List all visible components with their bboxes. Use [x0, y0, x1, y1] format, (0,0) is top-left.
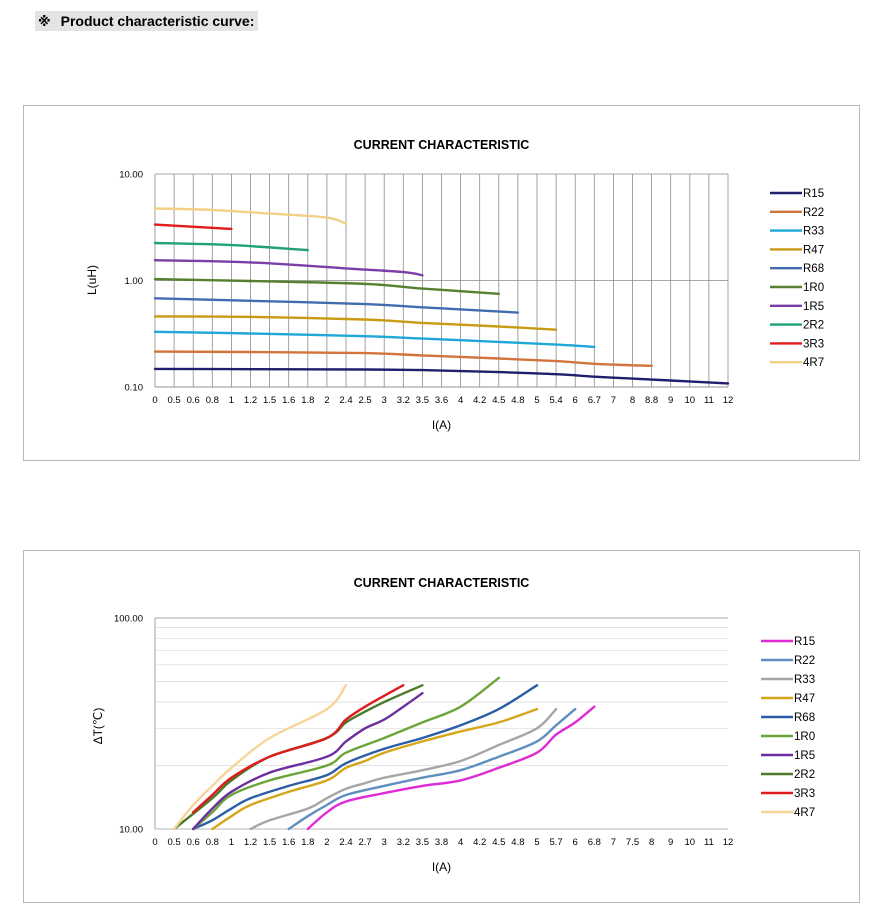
inductance-chart — [24, 106, 859, 460]
legend-label: R68 — [803, 263, 825, 276]
y-tick-label: 10.00 — [119, 824, 143, 836]
chart-title: CURRENT CHARACTERISTIC — [353, 576, 530, 590]
x-tick-label: 1.6 — [282, 395, 296, 406]
legend-label: R33 — [803, 225, 825, 238]
x-tick-label: 3.5 — [415, 837, 430, 848]
x-tick-label: 4.5 — [492, 837, 506, 848]
x-tick-label: 2.4 — [339, 395, 353, 406]
legend-label: 1R0 — [794, 731, 816, 743]
x-tick-label: 1.6 — [282, 837, 296, 848]
x-tick-label: 6 — [572, 395, 578, 406]
y-axis-label: ΔT(℃) — [91, 707, 105, 745]
x-tick-label: 2.5 — [358, 395, 372, 406]
series-line-2r2 — [174, 685, 422, 829]
series-line-r15 — [308, 707, 595, 829]
x-tick-label: 6.7 — [587, 395, 601, 406]
x-tick-label: 0 — [152, 395, 158, 406]
chart-title: CURRENT CHARACTERISTIC — [353, 138, 530, 152]
x-tick-label: 0 — [152, 837, 158, 848]
x-tick-label: 4.8 — [511, 395, 525, 406]
y-tick-label: 1.00 — [124, 276, 143, 287]
legend — [761, 636, 815, 819]
legend-label: 4R7 — [794, 807, 816, 819]
series-line-r33 — [251, 709, 557, 829]
legend-label: R68 — [794, 712, 816, 724]
x-tick-label: 1.5 — [262, 837, 277, 848]
legend-label: 1R0 — [803, 282, 825, 294]
x-tick-label: 4 — [457, 837, 464, 848]
x-tick-label: 4.5 — [492, 395, 506, 406]
legend-label: R15 — [794, 636, 816, 648]
legend-label: 4R7 — [803, 357, 825, 370]
series-line-1r0 — [193, 678, 499, 829]
x-tick-label: 4.2 — [473, 837, 487, 848]
legend-label: R47 — [794, 693, 816, 705]
x-tick-label: 2 — [324, 837, 330, 848]
x-tick-label: 3.2 — [396, 395, 410, 406]
x-tick-label: 10 — [684, 837, 696, 848]
x-tick-label: 9 — [668, 837, 674, 848]
legend-label: 1R5 — [803, 300, 825, 313]
x-tick-label: 3 — [381, 395, 387, 406]
reference-mark: ※ — [38, 15, 51, 30]
x-tick-label: 6.8 — [587, 837, 601, 848]
legend — [770, 188, 824, 369]
section-heading-text: Product characteristic curve: — [60, 13, 255, 29]
legend-label: R47 — [803, 244, 825, 257]
temperature-chart — [24, 551, 859, 902]
x-tick-label: 9 — [668, 395, 674, 406]
x-tick-label: 10 — [684, 395, 696, 406]
x-tick-label: 11 — [703, 395, 714, 406]
x-tick-label: 4.8 — [511, 837, 525, 848]
series-line-r68 — [155, 298, 518, 312]
x-tick-label: 0.6 — [186, 837, 200, 848]
x-tick-label: 12 — [722, 395, 734, 406]
x-tick-label: 8.8 — [644, 395, 659, 406]
series-line-r33 — [155, 332, 594, 347]
x-axis-label: I(A) — [431, 418, 452, 432]
x-tick-label: 1.5 — [262, 395, 277, 406]
legend-label: R33 — [794, 674, 816, 686]
x-tick-label: 3.6 — [434, 395, 449, 406]
legend-label: R15 — [803, 188, 825, 200]
legend-label: 1R5 — [794, 750, 816, 762]
x-tick-label: 7 — [610, 395, 617, 406]
x-tick-label: 3.2 — [396, 837, 410, 848]
x-tick-label: 0.8 — [205, 395, 219, 406]
x-tick-label: 5 — [534, 837, 540, 848]
legend-label: 3R3 — [803, 338, 825, 351]
series-group — [174, 678, 594, 829]
x-tick-label: 0.5 — [167, 837, 181, 848]
legend-label: 2R2 — [803, 319, 825, 332]
x-tick-label: 12 — [722, 837, 734, 848]
x-tick-label: 3.5 — [415, 395, 430, 406]
x-tick-label: 5.7 — [549, 837, 563, 848]
x-tick-label: 3 — [381, 837, 387, 848]
x-tick-label: 7 — [610, 837, 617, 848]
x-tick-label: 2.4 — [339, 837, 353, 848]
x-tick-label: 8 — [629, 395, 636, 406]
x-tick-label: 11 — [703, 837, 714, 848]
y-tick-label: 100.00 — [113, 613, 143, 625]
x-tick-label: 1 — [228, 837, 235, 848]
x-tick-label: 0.8 — [205, 837, 219, 848]
x-axis-label: I(A) — [431, 860, 452, 874]
x-tick-label: 8 — [648, 837, 655, 848]
x-tick-label: 1.8 — [301, 837, 315, 848]
y-axis-label: L(uH) — [85, 264, 99, 296]
y-tick-label: 0.10 — [124, 382, 143, 394]
x-tick-label: 3.8 — [434, 837, 449, 848]
x-tick-label: 5.4 — [549, 395, 563, 406]
x-tick-label: 4.2 — [473, 395, 487, 406]
x-tick-label: 6 — [572, 837, 578, 848]
x-tick-label: 1.8 — [301, 395, 315, 406]
x-tick-label: 2 — [324, 395, 330, 406]
x-tick-label: 1 — [228, 395, 235, 406]
section-heading — [35, 11, 258, 31]
x-tick-label: 4 — [457, 395, 464, 406]
x-tick-label: 1.2 — [243, 395, 258, 406]
x-tick-label: 0.5 — [167, 395, 181, 406]
legend-label: R22 — [794, 655, 816, 667]
legend-label: R22 — [803, 206, 825, 219]
legend-label: 2R2 — [794, 769, 816, 781]
series-line-3r3 — [193, 685, 403, 812]
x-tick-label: 2.7 — [358, 837, 372, 848]
legend-label: 3R3 — [794, 788, 816, 800]
x-tick-label: 7.5 — [625, 837, 640, 848]
inductance-chart-panel — [23, 105, 860, 461]
y-tick-label: 10.00 — [119, 169, 143, 181]
x-tick-label: 0.6 — [186, 395, 200, 406]
series-line-r47 — [212, 709, 537, 829]
grid — [155, 618, 728, 829]
series-line-r47 — [155, 316, 556, 329]
temperature-chart-panel — [23, 550, 860, 903]
x-tick-label: 1.2 — [243, 837, 258, 848]
x-tick-label: 5 — [534, 395, 540, 406]
